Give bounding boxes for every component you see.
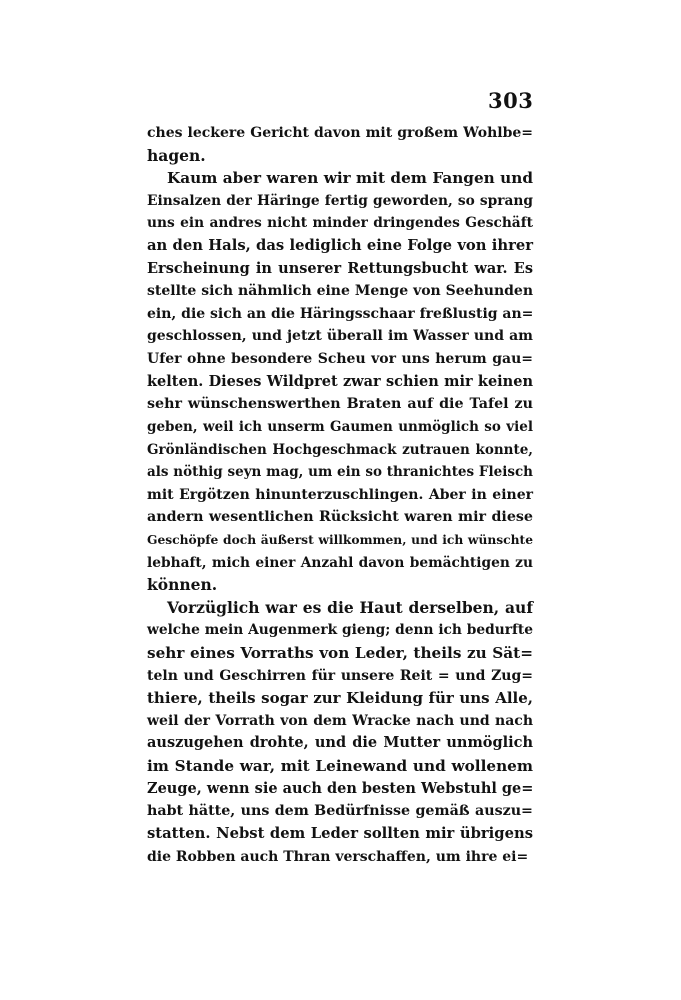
text-line: thiere, theils sogar zur Kleidung für uns Alle, — [147, 689, 533, 708]
text-line: andern wesentlichen Rücksicht waren mir diese — [147, 509, 533, 526]
text-line: Ufer ohne besondere Scheu vor uns herum gau= — [147, 351, 533, 368]
text-line: stellte sich nähmlich eine Menge von Seehunden — [147, 283, 533, 300]
text-line: als nöthig seyn mag, um ein so thranichtes Fleisch — [147, 464, 533, 481]
text-line: statten. Nebst dem Leder sollten mir übrigens — [147, 824, 533, 842]
text-line: geschlossen, und jetzt überall im Wasser und am — [147, 328, 533, 345]
text-line: kelten. Dieses Wildpret zwar schien mir keinen — [147, 372, 533, 390]
text-line: geben, weil ich unserm Gaumen unmöglich so viel — [147, 418, 533, 435]
body-text — [147, 122, 533, 868]
page-number: 303 — [488, 88, 534, 113]
text-line: Einsalzen der Häringe fertig geworden, so sprang — [147, 192, 533, 209]
text-line: Zeuge, wenn sie auch den besten Webstuhl ge= — [147, 779, 534, 797]
text-line: weil der Vorrath von dem Wracke nach und nach — [147, 712, 533, 729]
text-line: Geschöpfe doch äußerst willkommen, und ich wünschte — [147, 531, 533, 547]
text-line: sehr eines Vorraths von Leder, theils zu Sät= — [147, 644, 533, 663]
text-line: Erscheinung in unserer Rettungsbucht war. Es — [147, 259, 533, 277]
text-line: auszugehen drohte, und die Mutter unmöglich — [147, 734, 533, 752]
text-line: ches leckere Gericht davon mit großem Wohlbe= — [147, 125, 533, 141]
text-line: sehr wünschenswerthen Braten auf die Tafel zu — [147, 396, 533, 413]
text-line: uns ein andres nicht minder dringendes Geschäft — [147, 215, 533, 232]
text-line: die Robben auch Thran verschaffen, um ihre ei= — [147, 848, 529, 865]
text-line: Grönländischen Hochgeschmack zutrauen konnte, — [147, 441, 533, 458]
text-line: können. — [147, 575, 218, 595]
text-line: Vorzüglich war es die Haut derselben, auf — [167, 597, 533, 617]
text-line: habt hätte, uns dem Bedürfnisse gemäß auszu= — [147, 803, 533, 820]
text-line: an den Hals, das lediglich eine Folge von ihrer — [147, 237, 533, 255]
text-line: im Stande war, mit Leinewand und wollenem — [147, 757, 533, 776]
text-line: teln und Geschirren für unsere Reit = und Zug= — [147, 667, 533, 684]
text-line: Kaum aber waren wir mit dem Fangen und — [167, 169, 533, 188]
text-line: mit Ergötzen hinunterzuschlingen. Aber in einer — [147, 486, 533, 503]
text-line: lebhaft, mich einer Anzahl davon bemächtigen zu — [147, 554, 533, 571]
text-line: hagen. — [147, 145, 206, 165]
text-line: ein, die sich an die Häringsschaar freßlustig an= — [147, 305, 534, 322]
text-line: welche mein Augenmerk gieng; denn ich bedurfte — [147, 622, 533, 639]
